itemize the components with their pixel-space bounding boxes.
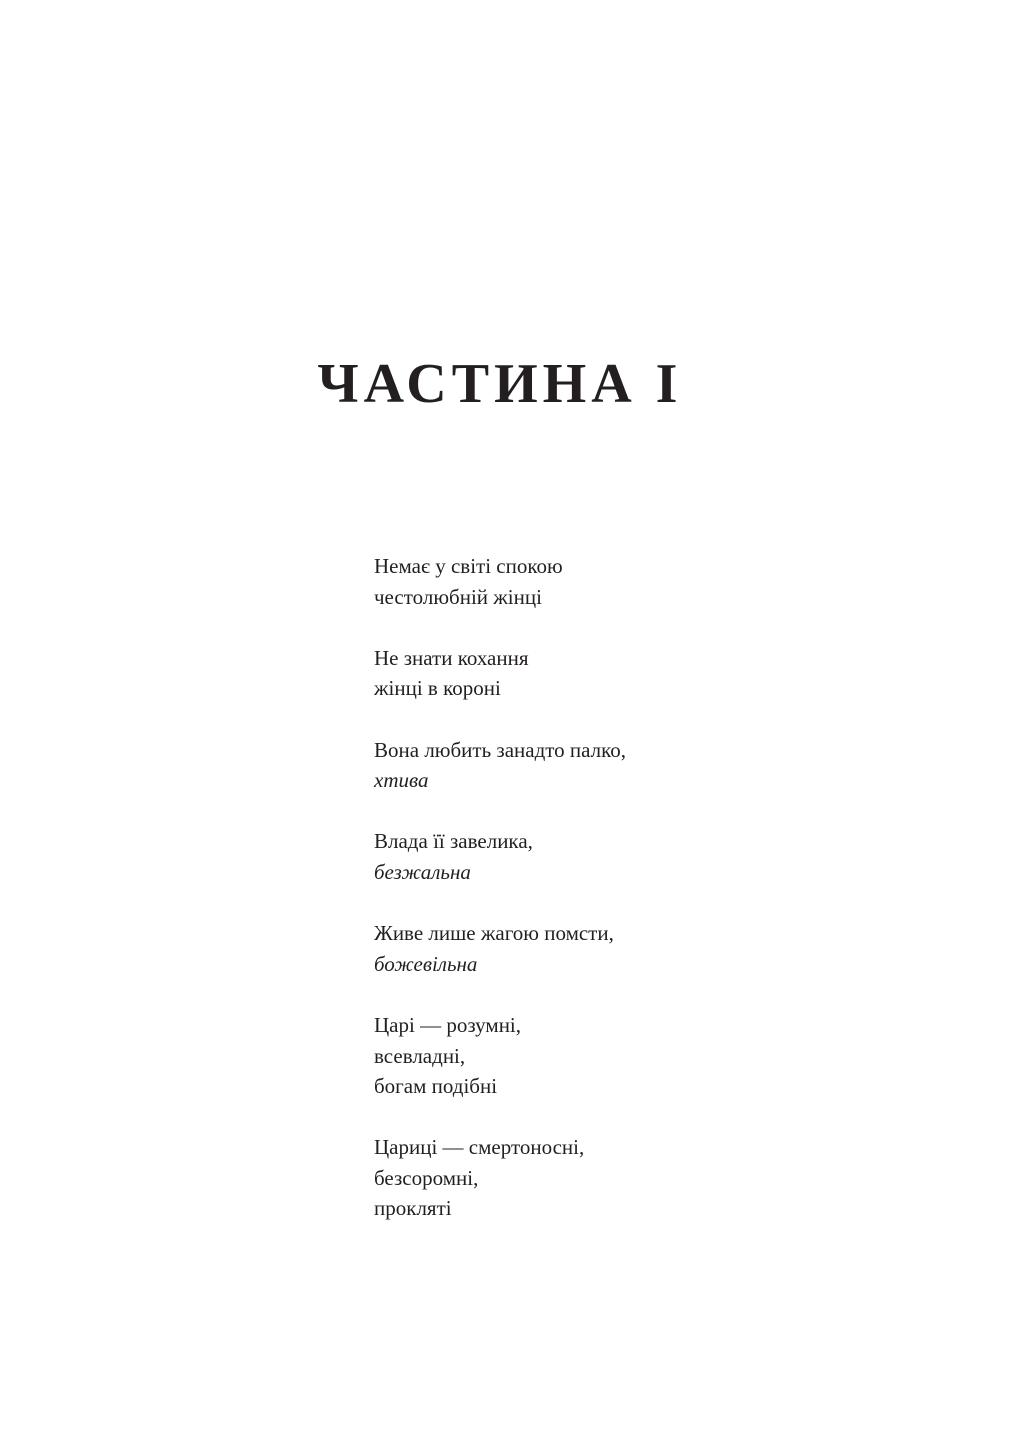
poem-line: жінці в короні [374,676,501,701]
part-title: ЧАСТИНА I [317,353,683,415]
poem-line: Цариці — смертоносні, [374,1135,585,1160]
poem-line: безсоромні, [374,1165,479,1190]
poem-line: всевладні, [374,1043,466,1068]
poem-line-italic: божевільна [374,951,478,976]
poem-stanza-3 [374,735,626,796]
poem-line: Царі — розумні, [374,1012,522,1037]
poem-line: Не знати кохання [374,645,529,670]
poem-line: честолюбній жінці [374,584,542,609]
poem-stanza-2 [374,643,626,704]
poem-line-italic: хтива [374,768,429,793]
poem-line: Влада її завелика, [374,829,533,854]
poem-stanza-5 [374,918,626,979]
epigraph-poem [374,551,626,1255]
poem-line-italic: безжальна [374,859,471,884]
poem-stanza-7 [374,1132,626,1224]
poem-stanza-6 [374,1010,626,1102]
poem-line: Немає у світі спокою [374,554,563,578]
poem-line: Живе лише жагою помсти, [374,921,614,946]
poem-stanza-4 [374,826,626,887]
poem-stanza-1 [374,551,626,612]
poem-line: прокляті [374,1196,452,1221]
poem-line: Вона любить занадто палко, [374,737,627,762]
poem-line: богам подібні [374,1074,498,1099]
